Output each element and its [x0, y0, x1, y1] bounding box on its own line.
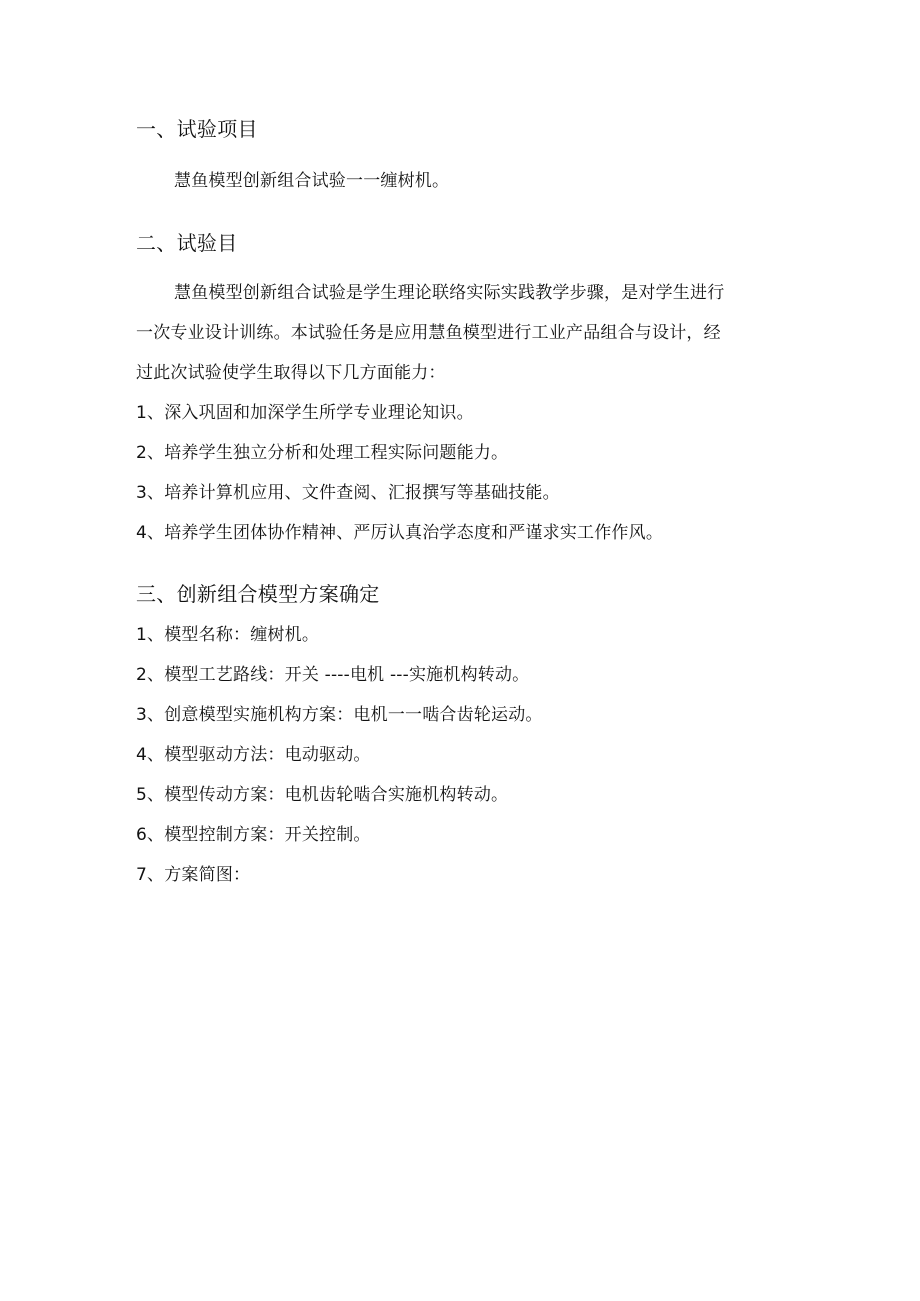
section2-item-4: 4、培养学生团体协作精神、严厉认真治学态度和严谨求实工作作风。 [136, 523, 664, 543]
section3-item-6: 6、模型控制方案：开关控制。 [136, 825, 371, 845]
section3-item-1: 1、模型名称：缠树机。 [136, 625, 320, 645]
section3-item-2: 2、模型工艺路线：开关 ----电机 ---实施机构转动。 [136, 665, 530, 685]
section2-item-2: 2、培养学生独立分析和处理工程实际问题能力。 [136, 443, 509, 463]
section2-item-1: 1、深入巩固和加深学生所学专业理论知识。 [136, 403, 474, 423]
section2-paragraph-line-3: 过此次试验使学生取得以下几方面能力： [136, 363, 446, 383]
section2-paragraph-line-1: 慧鱼模型创新组合试验是学生理论联络实际实践教学步骤，是对学生进行 [174, 283, 725, 303]
section3-item-7: 7、方案简图： [136, 865, 251, 885]
section3-item-5: 5、模型传动方案：电机齿轮啮合实施机构转动。 [136, 785, 509, 805]
section3-item-4: 4、模型驱动方法：电动驱动。 [136, 745, 371, 765]
section3-heading: 三、创新组合模型方案确定 [136, 582, 380, 606]
section2-heading: 二、试验目 [136, 231, 238, 255]
section3-item-3: 3、创意模型实施机构方案：电机一一啮合齿轮运动。 [136, 705, 543, 725]
section2-item-3: 3、培养计算机应用、文件查阅、汇报撰写等基础技能。 [136, 483, 560, 503]
section2-paragraph-line-2: 一次专业设计训练。本试验任务是应用慧鱼模型进行工业产品组合与设计，经 [136, 323, 721, 343]
section1-text: 慧鱼模型创新组合试验一一缠树机。 [174, 171, 450, 191]
section1-heading: 一、试验项目 [136, 117, 258, 141]
